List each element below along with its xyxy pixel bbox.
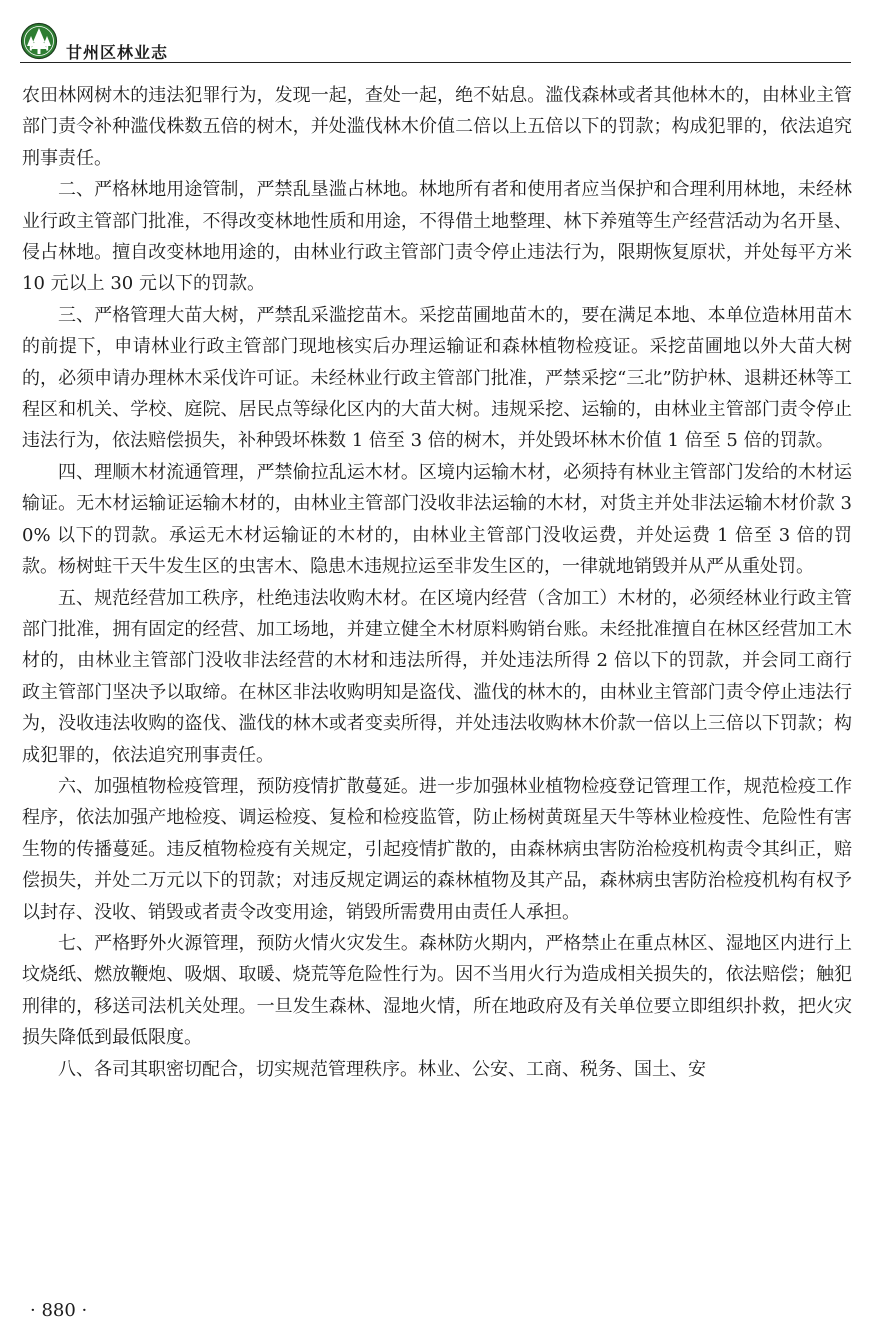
- paragraph-plant-quarantine: 六、加强植物检疫管理，预防疫情扩散蔓延。进一步加强林业植物检疫登记管理工作，规范检疫工作程序，依法加强产地检疫、调运检疫、复检和检疫监管，防止杨树黄斑星天牛等林业检疫性、危险性有害生物的传播蔓延。违反植物检疫有关规定，引起疫情扩散的，由森林病虫害防治检疫机构责令其纠正，赔偿损失，并处二万元以下的罚款；对违反规定调运的森林植物及其产品，森林病虫害防治检疫机构有权予以封存、没收、销毁或者责令改变用途，销毁所需费用由责任人承担。: [22, 775, 852, 923]
- page-number: · 880 ·: [30, 1300, 88, 1321]
- paragraph-coordination: 八、各司其职密切配合，切实规范管理秩序。林业、公安、工商、税务、国土、安: [58, 1058, 706, 1080]
- paragraph-forest-land-control: 二、严格林地用途管制，严禁乱垦滥占林地。林地所有者和使用者应当保护和合理利用林地，未经林业行政主管部门批准，不得改变林地性质和用途，不得借土地整理、林下养殖等生产经营活动为名开垦、侵占林地。擅自改变林地用途的，由林业行政主管部门责令停止违法行为，限期恢复原状，并处每平方米 10 元以上 30 元以下的罚款。: [22, 179, 852, 295]
- page-header: [20, 22, 851, 64]
- forest-tree-logo-icon: [20, 22, 58, 60]
- paragraph-continuation: 农田林网树木的违法犯罪行为，发现一起，查处一起，绝不姑息。滥伐森林或者其他林木的，由林业主管部门责令补种滥伐株数五倍的树木，并处滥伐林木价值二倍以上五倍以下的罚款；构成犯罪的，依法追究刑事责任。: [22, 85, 852, 169]
- paragraph-large-seedlings: 三、严格管理大苗大树，严禁乱采滥挖苗木。采挖苗圃地苗木的，要在满足本地、本单位造林用苗木的前提下，申请林业行政主管部门现地核实后办理运输证和森林植物检疫证。采挖苗圃地以外大苗大树的，必须申请办理林木采伐许可证。未经林业行政主管部门批准，严禁采挖“三北”防护林、退耕还林等工程区和机关、学校、庭院、居民点等绿化区内的大苗大树。违规采挖、运输的，由林业主管部门责令停止违法行为，依法赔偿损失，补种毁坏株数 1 倍至 3 倍的树木，并处毁坏林木价值 1 倍至 5 倍的罚款。: [22, 304, 852, 452]
- book-title: 甘州区林业志: [66, 43, 169, 62]
- header-divider: [20, 62, 851, 63]
- paragraph-timber-processing: 五、规范经营加工秩序，杜绝违法收购木材。在区境内经营（含加工）木材的，必须经林业行政主管部门批准，拥有固定的经营、加工场地，并建立健全木材原料购销台账。未经批准擅自在林区经营加工木材的，由林业主管部门没收非法经营的木材和违法所得，并处违法所得 2 倍以下的罚款，并会同工商行政主管部门坚决予以取缔。在林区非法收购明知是盗伐、滥伐的林木的，由林业主管部门责令停止违法行为，没收违法收购的盗伐、滥伐的林木或者变卖所得，并处违法收购林木价款一倍以上三倍以下罚款；构成犯罪的，依法追究刑事责任。: [22, 587, 852, 766]
- paragraph-timber-transport: 四、理顺木材流通管理，严禁偷拉乱运木材。区境内运输木材，必须持有林业主管部门发给的木材运输证。无木材运输证运输木材的，由林业主管部门没收非法运输的木材，对货主并处非法运输木材价款 30% 以下的罚款。承运无木材运输证的木材的，由林业主管部门没收运费，并处运费 1 倍至 3 倍的罚款。杨树蛀干天牛发生区的虫害木、隐患木违规拉运至非发生区的，一律就地销毁并从严从重处罚。: [22, 461, 852, 578]
- body-text: [22, 80, 852, 1085]
- paragraph-fire-prevention: 七、严格野外火源管理，预防火情火灾发生。森林防火期内，严格禁止在重点林区、湿地区内进行上坟烧纸、燃放鞭炮、吸烟、取暖、烧荒等危险性行为。因不当用火行为造成相关损失的，依法赔偿；触犯刑律的，移送司法机关处理。一旦发生森林、湿地火情，所在地政府及有关单位要立即组织扑救，把火灾损失降低到最低限度。: [22, 932, 852, 1049]
